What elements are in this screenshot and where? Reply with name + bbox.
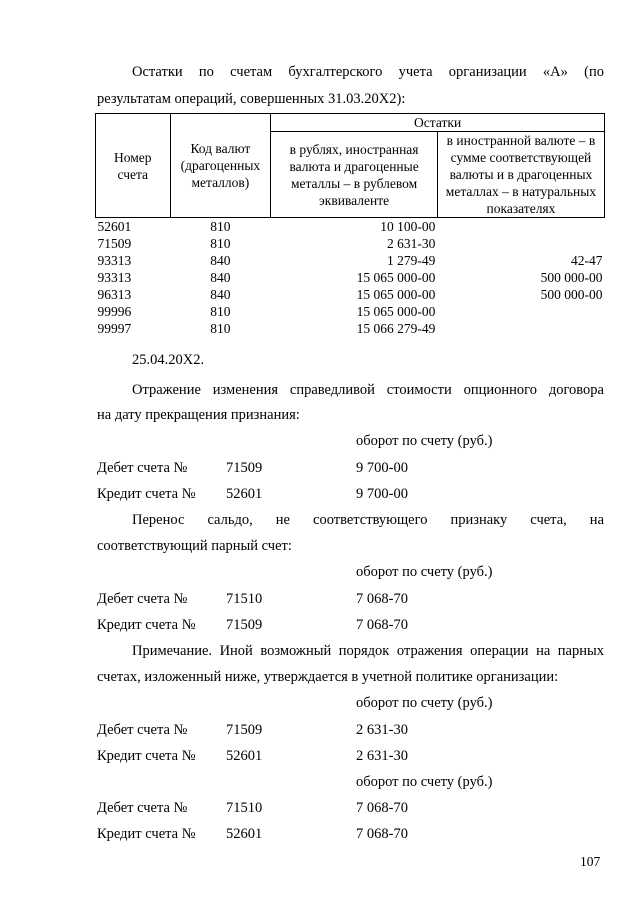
- cell-code: 840: [210, 287, 231, 302]
- cell-code: 810: [210, 236, 231, 251]
- cell-rub: 1 279-49: [387, 253, 436, 268]
- section2-debit-amount: 7 068-70: [356, 591, 408, 607]
- note-line-2: счетах, изложенный ниже, утверждается в учетной политике организации:: [97, 669, 559, 685]
- section1-para-line-1: Отражение изменения справедливой стоимости опционного договора: [132, 382, 604, 398]
- cell-rub: 15 065 000-00: [356, 287, 436, 302]
- header-balances: Остатки: [271, 114, 605, 132]
- section2-credit-amount: 7 068-70: [356, 617, 408, 633]
- cell-rub: 2 631-30: [387, 236, 436, 251]
- header-rub: в рублях, иностранная валюта и драгоценные металлы – в рублевом эквиваленте: [271, 132, 438, 218]
- cell-fx: [437, 320, 604, 337]
- note-credit-b-label: Кредит счета №: [97, 826, 196, 842]
- note-debit-a-label: Дебет счета №: [97, 722, 188, 738]
- section2-debit-account: 71510: [226, 591, 263, 607]
- section1-debit-amount: 9 700-00: [356, 460, 408, 476]
- cell-code: 840: [210, 270, 231, 285]
- header-fx: в иностранной валюте – в сумме соответствующей валюты и в драгоценных металлах – в натуральных показателях: [437, 132, 604, 218]
- section2-para-line-1: Перенос сальдо, не соответствующего признаку счета, на: [132, 512, 604, 528]
- table-row: [96, 252, 605, 269]
- section2-turnover-label: оборот по счету (руб.): [356, 564, 493, 580]
- note-credit-a-amount: 2 631-30: [356, 748, 408, 764]
- cell-account: 52601: [97, 219, 132, 234]
- note-line-1: Примечание. Иной возможный порядок отражения операции на парных: [132, 643, 604, 659]
- note-credit-b-amount: 7 068-70: [356, 826, 408, 842]
- section1-debit-label: Дебет счета №: [97, 460, 188, 476]
- section1-credit-label: Кредит счета №: [97, 486, 196, 502]
- cell-code: 810: [210, 304, 231, 319]
- note-turnover-label-b: оборот по счету (руб.): [356, 774, 493, 790]
- balances-table: [95, 113, 605, 337]
- header-currency-code: Код валют (драгоценных металлов): [170, 114, 271, 218]
- section2-debit-label: Дебет счета №: [97, 591, 188, 607]
- cell-account: 93313: [97, 253, 132, 268]
- intro-line-2: результатам операций, совершенных 31.03.20Х2):: [97, 91, 406, 107]
- cell-fx: 500 000-00: [540, 270, 603, 285]
- table-row: [96, 286, 605, 303]
- note-debit-b-amount: 7 068-70: [356, 800, 408, 816]
- note-debit-a-amount: 2 631-30: [356, 722, 408, 738]
- page-number: 107: [580, 854, 601, 869]
- section1-para-line-2: на дату прекращения признания:: [97, 407, 300, 423]
- entry-date: 25.04.20Х2.: [132, 352, 205, 368]
- cell-account: 99996: [97, 304, 132, 319]
- cell-account: 71509: [97, 236, 132, 251]
- note-debit-b-label: Дебет счета №: [97, 800, 188, 816]
- table-row: [96, 303, 605, 320]
- note-turnover-label-a: оборот по счету (руб.): [356, 695, 493, 711]
- table-row: [96, 269, 605, 286]
- intro-line-1: Остатки по счетам бухгалтерского учета организации «А» (по: [132, 64, 604, 80]
- section1-credit-account: 52601: [226, 486, 263, 502]
- section1-credit-amount: 9 700-00: [356, 486, 408, 502]
- cell-fx: 42-47: [571, 253, 603, 268]
- cell-code: 810: [210, 321, 231, 336]
- note-credit-a-account: 52601: [226, 748, 263, 764]
- cell-account: 93313: [97, 270, 132, 285]
- note-debit-b-account: 71510: [226, 800, 263, 816]
- cell-code: 810: [210, 219, 231, 234]
- table-row: [96, 218, 605, 236]
- cell-account: 96313: [97, 287, 132, 302]
- cell-code: 840: [210, 253, 231, 268]
- section2-credit-label: Кредит счета №: [97, 617, 196, 633]
- cell-fx: [437, 303, 604, 320]
- header-account: Номер счета: [96, 114, 171, 218]
- cell-rub: 15 065 000-00: [356, 270, 436, 285]
- table-row: [96, 235, 605, 252]
- cell-rub: 15 065 000-00: [356, 304, 436, 319]
- section2-credit-account: 71509: [226, 617, 263, 633]
- note-credit-b-account: 52601: [226, 826, 263, 842]
- cell-fx: 500 000-00: [540, 287, 603, 302]
- cell-rub: 15 066 279-49: [356, 321, 436, 336]
- cell-fx: [437, 235, 604, 252]
- note-debit-a-account: 71509: [226, 722, 263, 738]
- table-row: [96, 320, 605, 337]
- section1-turnover-label: оборот по счету (руб.): [356, 433, 493, 449]
- note-credit-a-label: Кредит счета №: [97, 748, 196, 764]
- cell-fx: [437, 218, 604, 236]
- cell-rub: 10 100-00: [380, 219, 436, 234]
- section2-para-line-2: соответствующий парный счет:: [97, 538, 292, 554]
- section1-debit-account: 71509: [226, 460, 263, 476]
- cell-account: 99997: [97, 321, 132, 336]
